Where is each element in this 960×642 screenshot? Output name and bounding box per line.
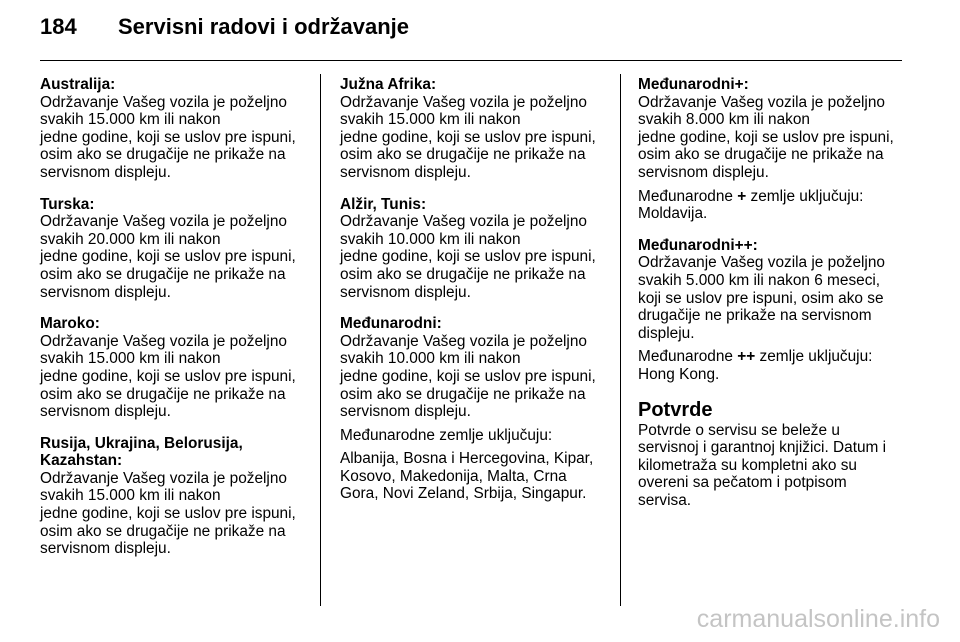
- text-line: servisnom displeju.: [40, 540, 171, 558]
- section-title: Međunarodni:: [340, 315, 442, 333]
- section-title: Međunarodni+:: [638, 76, 749, 93]
- page-header: [40, 14, 900, 50]
- text-line: svakih 5.000 km ili nakon 6 meseci,: [638, 271, 881, 289]
- countries-intro: [638, 348, 910, 366]
- section-title: Međunarodni++:: [638, 236, 758, 254]
- section-international: [340, 315, 612, 503]
- text-line: svakih 15.000 km ili nakon: [340, 111, 521, 129]
- text-line: servisnoj i garantnoj knjižici. Datum i: [638, 439, 887, 457]
- text-line: servisa.: [638, 491, 692, 509]
- column-3: [638, 76, 910, 509]
- text-line: Održavanje Vašeg vozila je poželjno: [340, 213, 587, 231]
- text-line: servisnom displeju.: [40, 403, 171, 421]
- text-line: jedne godine, koji se uslov pre ispuni,: [638, 128, 894, 146]
- section-title: Australija:: [40, 76, 116, 93]
- column-divider-1: [320, 74, 321, 606]
- section-title: Kazahstan:: [40, 452, 123, 470]
- column-divider-2: [620, 74, 621, 606]
- text-line: Održavanje Vašeg vozila je poželjno: [40, 469, 287, 487]
- watermark: carmanualsonline.info: [696, 605, 940, 633]
- countries-line: Gora, Novi Zeland, Srbija, Singapur.: [340, 485, 587, 503]
- text-line: Održavanje Vašeg vozila je poželjno: [638, 254, 885, 272]
- text-line: osim ako se drugačije ne prikaže na: [340, 265, 586, 283]
- countries-line: Albanija, Bosna i Hercegovina, Kipar,: [340, 450, 594, 468]
- intro-text: zemlje uključuju:: [755, 348, 873, 366]
- text-line: svakih 8.000 km ili nakon: [638, 111, 810, 129]
- section-title: Maroko:: [40, 315, 100, 333]
- section-russia: [40, 435, 312, 558]
- text-line: kilometraža su kompletni ako su: [638, 456, 857, 474]
- section-morocco: [40, 315, 312, 421]
- text-line: drugačije ne prikaže na servisnom: [638, 307, 872, 325]
- text-line: svakih 10.000 km ili nakon: [340, 350, 521, 368]
- text-line: jedne godine, koji se uslov pre ispuni,: [340, 248, 596, 266]
- section-title: Alžir, Tunis:: [340, 195, 427, 213]
- countries-intro: Međunarodne zemlje uključuju:: [340, 426, 553, 444]
- text-line: Potvrde o servisu se beleže u: [638, 421, 840, 439]
- text-line: Održavanje Vašeg vozila je poželjno: [638, 93, 885, 111]
- intro-text: Međunarodne: [638, 348, 738, 366]
- text-line: jedne godine, koji se uslov pre ispuni,: [40, 248, 296, 266]
- page-title: Servisni radovi i održavanje: [118, 14, 410, 39]
- section-heading: Potvrde: [638, 398, 713, 421]
- text-line: svakih 10.000 km ili nakon: [340, 230, 521, 248]
- text-line: servisnom displeju.: [340, 283, 471, 301]
- text-line: servisnom displeju.: [340, 163, 471, 181]
- column-1: [40, 76, 312, 572]
- text-line: Održavanje Vašeg vozila je poželjno: [340, 332, 587, 350]
- text-line: servisnom displeju.: [40, 163, 171, 181]
- column-2: [340, 76, 612, 517]
- plus-mark: +: [737, 187, 747, 205]
- text-line: displeju.: [638, 324, 695, 342]
- header-rule: [40, 60, 902, 61]
- text-line: osim ako se drugačije ne prikaže na: [40, 265, 286, 283]
- page-number: 184: [40, 14, 77, 39]
- text-line: osim ako se drugačije ne prikaže na: [40, 385, 286, 403]
- text-line: svakih 15.000 km ili nakon: [40, 350, 221, 368]
- text-line: Održavanje Vašeg vozila je poželjno: [340, 93, 587, 111]
- text-line: Održavanje Vašeg vozila je poželjno: [40, 93, 287, 111]
- plus-plus-mark: ++: [737, 348, 756, 366]
- text-line: osim ako se drugačije ne prikaže na: [40, 522, 286, 540]
- text-line: Održavanje Vašeg vozila je poželjno: [40, 332, 287, 350]
- text-line: servisnom displeju.: [340, 403, 471, 421]
- section-south-africa: [340, 76, 612, 182]
- section-algeria-tunisia: [340, 196, 612, 302]
- text-line: svakih 15.000 km ili nakon: [40, 487, 221, 505]
- section-title: Rusija, Ukrajina, Belorusija,: [40, 434, 243, 452]
- text-line: servisnom displeju.: [40, 283, 171, 301]
- intro-text: Međunarodne: [638, 187, 738, 205]
- text-line: Održavanje Vašeg vozila je poželjno: [40, 213, 287, 231]
- text-line: jedne godine, koji se uslov pre ispuni,: [340, 128, 596, 146]
- text-line: overeni sa pečatom i potpisom: [638, 474, 847, 492]
- section-international-plus-plus: [638, 237, 910, 384]
- text-line: jedne godine, koji se uslov pre ispuni,: [40, 367, 296, 385]
- text-line: jedne godine, koji se uslov pre ispuni,: [40, 505, 296, 523]
- countries-line: Kosovo, Makedonija, Malta, Crna: [340, 467, 567, 485]
- text-line: svakih 15.000 km ili nakon: [40, 111, 221, 129]
- section-turkey: [40, 196, 312, 302]
- text-line: osim ako se drugačije ne prikaže na: [340, 385, 586, 403]
- section-international-plus: [638, 76, 910, 223]
- text-line: servisnom displeju.: [638, 163, 769, 181]
- text-line: osim ako se drugačije ne prikaže na: [638, 146, 884, 164]
- countries-line: Moldavija.: [638, 205, 708, 223]
- text-line: osim ako se drugačije ne prikaže na: [340, 146, 586, 164]
- section-title: Turska:: [40, 195, 95, 213]
- text-line: jedne godine, koji se uslov pre ispuni,: [40, 128, 296, 146]
- text-line: svakih 20.000 km ili nakon: [40, 230, 221, 248]
- countries-line: Hong Kong.: [638, 365, 720, 383]
- countries-intro: [638, 188, 910, 206]
- section-title: Južna Afrika:: [340, 76, 437, 93]
- text-line: osim ako se drugačije ne prikaže na: [40, 146, 286, 164]
- text-line: jedne godine, koji se uslov pre ispuni,: [340, 367, 596, 385]
- section-australia: [40, 76, 312, 182]
- section-confirmations: [638, 398, 910, 510]
- intro-text: zemlje uključuju:: [746, 187, 864, 205]
- text-line: koji se uslov pre ispuni, osim ako se: [638, 289, 884, 307]
